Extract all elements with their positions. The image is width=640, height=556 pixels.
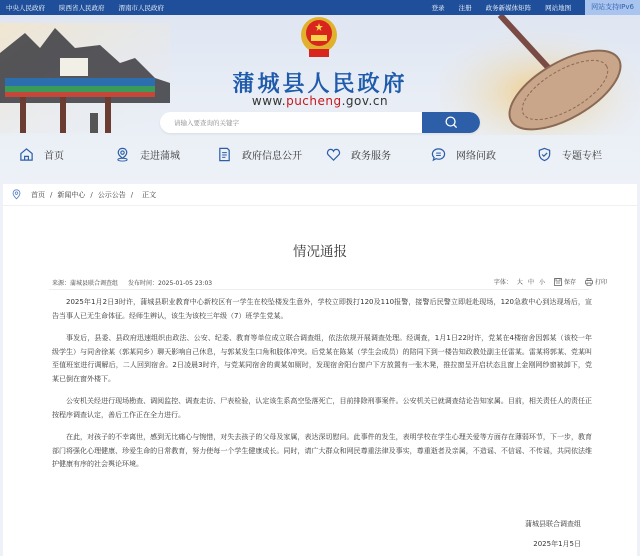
shield-check-icon: [537, 147, 552, 162]
search-icon: [445, 116, 458, 129]
breadcrumb: [3, 184, 637, 206]
national-emblem-icon: [297, 15, 341, 59]
publish-time: [128, 278, 212, 287]
url-prefix: www.: [251, 94, 287, 108]
link-weinan-gov[interactable]: 渭南市人民政府: [118, 4, 164, 12]
nav-about-pucheng[interactable]: [115, 147, 180, 162]
font-large-button[interactable]: 大: [516, 279, 523, 286]
article: [3, 206, 637, 556]
nav-gov-info-label: 政府信息公开: [242, 151, 302, 162]
paragraph: 事发后，县委、县政府迅速组织由政法、公安、纪委、教育等单位成立联合调查组，依法依规开展调查处理。经调查，1月1日22时许，党某在4楼宿舍因郭某（该校一年级学生）与同舍徐某（郭某同乡）聊天影响自己休息，与郭某发生口角和肢体冲突。后党某在陈某（学生会成员）的陪同下到一楼告知政教处副主任雷某。雷某将郭某、党某叫至值班室进行调解后，二人回到宿舍。2日凌晨3时许，与党某同宿舍的黄某如厕时，发现宿舍阳台窗户下方放置有一张木凳，推拉窗呈开启状态且窗上金刚网纱窗被卸下，党某已倒在窗外楼下。: [52, 334, 592, 383]
publish-value: 2025-01-05 23:03: [158, 280, 213, 287]
search-input[interactable]: [160, 112, 422, 133]
location-pin-icon: [12, 189, 21, 200]
publish-label: 发布时间：: [128, 280, 159, 287]
home-icon: [19, 147, 34, 162]
nav-home-label: 首页: [44, 151, 64, 162]
heart-icon: [326, 147, 341, 162]
font-small-button[interactable]: 小: [538, 279, 545, 286]
article-tools: [494, 277, 607, 286]
save-button[interactable]: [554, 277, 576, 286]
signature: 蒲城县联合调查组: [525, 520, 581, 528]
search-bar: [160, 112, 480, 133]
breadcrumb-news-center[interactable]: 新闻中心: [57, 190, 86, 199]
login-link[interactable]: 登录: [431, 4, 445, 12]
nav-special-topics[interactable]: [537, 147, 602, 162]
breadcrumb-current: 正文: [142, 190, 157, 199]
link-shaanxi-gov[interactable]: 陕西省人民政府: [59, 4, 105, 12]
location-icon: [115, 147, 130, 162]
search-button[interactable]: [422, 112, 480, 133]
article-meta: [52, 278, 212, 287]
nav-online-politics[interactable]: [431, 147, 496, 162]
save-label: 保存: [563, 279, 576, 286]
source-label: 来源：: [52, 280, 71, 287]
new-media-link[interactable]: 政务新媒体矩阵: [485, 4, 532, 12]
print-icon: [585, 278, 593, 286]
save-icon: [554, 278, 562, 286]
link-central-gov[interactable]: 中央人民政府: [6, 4, 45, 12]
source: [52, 278, 118, 287]
site-url: [0, 94, 640, 108]
font-medium-button[interactable]: 中: [527, 279, 534, 286]
gov-links: [0, 3, 164, 12]
nav-special-topics-label: 专题专栏: [562, 151, 602, 162]
sitemap-link[interactable]: 网站地图: [545, 4, 572, 12]
document-icon: [217, 147, 232, 162]
chat-icon: [431, 147, 446, 162]
ipv6-badge[interactable]: 网站支持IPv6: [585, 0, 640, 15]
register-link[interactable]: 注册: [458, 4, 472, 12]
paragraph: 2025年1月2日3时许，蒲城县职业教育中心新校区有一学生在校坠楼发生意外，学校立即拨打120及110报警，接警后民警立即赶赴现场，120急救中心到达现场后，宣告当事人已无生命体征。经师生辨认，该生为该校三年级（7）班学生党某。: [52, 298, 592, 320]
nav-home[interactable]: [19, 147, 64, 162]
main-nav: [0, 135, 640, 177]
article-body: [52, 296, 592, 481]
print-button[interactable]: [585, 277, 607, 286]
font-size-label: 字体：: [493, 279, 512, 286]
sign-date: 2025年1月5日: [533, 540, 581, 548]
breadcrumb-separator: /: [90, 190, 93, 199]
url-suffix: .gov.cn: [341, 94, 389, 108]
breadcrumb-separator: /: [130, 190, 134, 199]
source-value: 蒲城县联合调查组: [70, 280, 119, 287]
user-links: [432, 0, 640, 15]
nav-online-politics-label: 网络问政: [456, 151, 496, 162]
meta-divider: [49, 289, 589, 290]
breadcrumb-home[interactable]: 首页: [31, 190, 45, 199]
article-title: 情况通报: [293, 244, 347, 260]
top-bar: [0, 0, 640, 15]
print-label: 打印: [594, 279, 607, 286]
nav-about-label: 走进蒲城: [140, 151, 180, 162]
breadcrumb-announcements[interactable]: 公示公告: [97, 190, 126, 199]
nav-gov-info[interactable]: [217, 147, 302, 162]
paragraph: 在此，对孩子的不幸离世，感到无比痛心与惋惜，对失去孩子的父母及家属，表达深切慰问。此事件的发生，表明学校在学生心理关爱等方面存在薄弱环节，下一步，教育部门将强化心理健康、珍爱生命的日常教育，努力使每一个学生健康成长。同时，请广大群众和网民尊重法律及事实，尊重逝者及亲属，不造谣、不信谣、不传谣，共同依法维护健康有序的社会舆论环境。: [52, 433, 592, 468]
url-highlight: pucheng: [286, 94, 342, 108]
breadcrumb-separator: /: [50, 190, 53, 199]
paragraph: 公安机关经进行现场勘查、调阅监控、调查走访、尸表检验，认定该生系高空坠落死亡，目前排除刑事案件。公安机关已就调查结论告知家属。目前，相关责任人的责任正按程序调查认定，善后工作正在全力进行。: [52, 397, 592, 419]
nav-services-label: 政务服务: [351, 151, 391, 162]
nav-gov-services[interactable]: [326, 147, 391, 162]
site-title: 蒲城县人民政府: [232, 72, 408, 97]
